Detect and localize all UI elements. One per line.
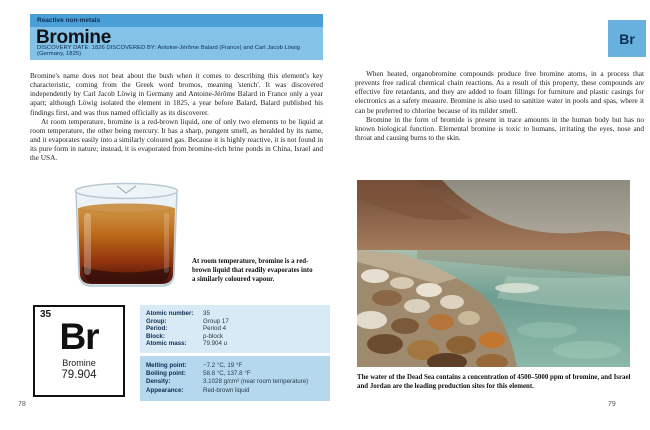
property-value: 79.904 u: [203, 340, 228, 347]
paragraph: When heated, organobromine compounds produce free bromine atoms, in a process that prevents free radical chemical chain reactions. As a result of this property, these compounds are effective fire retardants, and they are added to foam fillings for furniture and plastic casings for electronics as a safety measure. Bromine is also used to sanitize water in pools and spas, where it can be preferred to chlorine because of its milder smell.: [355, 69, 644, 115]
property-label: Melting point:: [146, 361, 187, 369]
property-row: [146, 318, 324, 326]
property-label: Period:: [146, 325, 168, 332]
property-label: Boiling point:: [146, 369, 186, 377]
property-label: Appearance:: [146, 386, 184, 394]
beaker-caption: At room temperature, bromine is a red-brown liquid that readily evaporates into a similarly coloured vapour.: [192, 258, 313, 283]
property-value: Group 17: [203, 317, 229, 325]
property-value: −7.2 °C, 19 °F: [203, 361, 243, 369]
page-number-right: 79: [608, 401, 616, 408]
property-row: [146, 362, 324, 370]
element-tile: [33, 305, 125, 397]
property-row: [146, 370, 324, 378]
properties-panel: [140, 305, 330, 401]
discovery-line: DISCOVERY DATE: 1826 DISCOVERED BY: Antoine-Jérôme Balard (France) and Carl Jacob Löwig (Germany, 1825): [37, 45, 300, 57]
page-number-left: 78: [18, 401, 26, 408]
property-label: Group:: [146, 317, 167, 325]
element-mass: 79.904: [61, 369, 97, 381]
paragraph: Bromine's name does not beat about the bush when it comes to describing this element's key characteristic, coming from the Greek word bromos, meaning 'stench'. It was discovered independently by Carl Jacob Löwig in Germany and Antoine-Jérôme Balard in France only a year apart; although Löwig isolated the element in 1825, a year before Balard, Balard published his findings first, and was thus named officially as its discoverer.: [30, 71, 323, 117]
properties-table-top: [140, 305, 330, 353]
property-label: Density:: [146, 378, 171, 386]
properties-table-bottom: [140, 356, 330, 402]
right-page-body-text: [355, 69, 644, 142]
property-row: [146, 387, 324, 395]
property-row: [146, 378, 324, 386]
property-row: [146, 325, 324, 333]
photo-caption: The water of the Dead Sea contains a concentration of 4500–5000 ppm of bromine, and Israel and Jordan are the leading production sites for this element.: [357, 374, 631, 390]
property-value: 35: [203, 310, 210, 317]
atomic-number: 35: [40, 309, 52, 320]
property-label: Atomic number:: [146, 310, 194, 317]
property-value: 58.8 °C, 137.8 °F: [203, 369, 251, 377]
corner-element-badge: Br: [608, 20, 646, 57]
property-row: [146, 333, 324, 341]
property-value: Red-brown liquid: [203, 386, 250, 394]
category-label: Reactive non-metals: [37, 17, 101, 24]
property-row: [146, 340, 324, 348]
element-header: [30, 14, 323, 60]
category-strip: [30, 14, 323, 27]
element-name: Bromine: [62, 358, 96, 368]
property-value: p-block: [203, 332, 223, 340]
dead-sea-photo: [357, 180, 630, 367]
left-page-body-text: [30, 71, 323, 163]
element-symbol: Br: [59, 316, 99, 357]
property-label: Block:: [146, 332, 165, 340]
paragraph: At room temperature, bromine is a red-brown liquid, one of only two elements to be liquid at room temperature, the other being mercury. It has a sharp, pungent smell, as heralded by its name, and it evaporates easily into a similarly coloured gas. Because it is highly reactive, it is not found in its pure form in nature; instead, it is evaporated from bromine-rich brine ponds in China, Israel and the USA.: [30, 116, 323, 163]
property-row: [146, 310, 324, 318]
page-title: Bromine: [36, 27, 111, 48]
property-value: Period 4: [203, 325, 227, 332]
paragraph: Bromine in the form of bromide is present in trace amounts in the human body but has no known biological function. Elemental bromine is toxic to humans, irritating the eyes, nose and throat and causing burns to the skin.: [355, 114, 644, 143]
property-label: Atomic mass:: [146, 340, 187, 347]
property-value: 3.1028 g/cm³ (near room temperature): [203, 378, 309, 386]
bromine-beaker-photo: [70, 180, 183, 292]
